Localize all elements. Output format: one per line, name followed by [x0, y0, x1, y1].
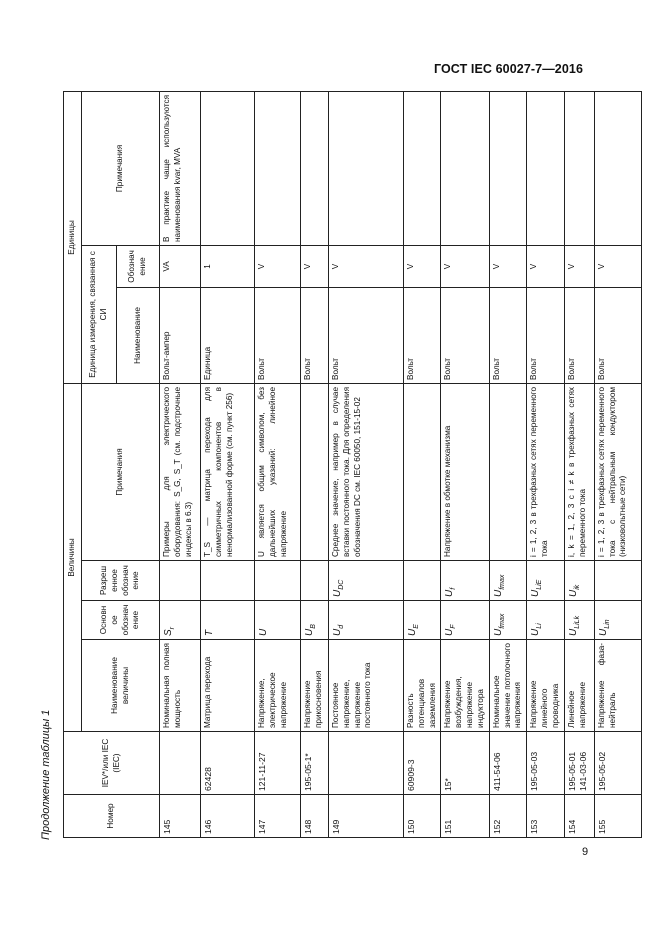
symbol-base: U: [332, 589, 343, 597]
row-iev-reference: 195-05-02: [594, 732, 641, 795]
table-row: [160, 91, 201, 837]
row-unit-symbol: V: [441, 245, 489, 287]
row-unit-symbol: V: [527, 245, 564, 287]
row-quantity-notes: i = 1, 2, 3 в трехфазных сетях переменного тока с нейтральным кондуктором (низковольтные сети): [594, 383, 641, 560]
row-main-symbol: [201, 601, 255, 640]
row-main-symbol: [527, 601, 564, 640]
symbol-subscript: B: [310, 624, 317, 629]
row-main-symbol: [329, 601, 404, 640]
symbol-subscript: Lin: [603, 619, 611, 629]
table-row: [255, 91, 301, 837]
row-iev-reference: 62428: [201, 732, 255, 795]
row-quantity-name: Постоянное напряжение, напряжение постоянного тока: [329, 640, 404, 732]
table-row: [564, 91, 594, 837]
row-reserve-symbol: [489, 561, 526, 601]
row-iev-reference: 121-11-27: [255, 732, 301, 795]
row-unit-notes: [489, 91, 526, 245]
row-unit-name: Вольт: [564, 287, 594, 383]
row-quantity-name: Напряжение фаза-нейтраль: [594, 640, 641, 732]
symbol-base: U: [258, 628, 269, 636]
row-iev-reference: 411-54-06: [489, 732, 526, 795]
row-main-symbol: [404, 601, 441, 640]
symbol-base: U: [407, 628, 418, 636]
row-reserve-symbol: [255, 561, 301, 601]
row-unit-name: Вольт: [404, 287, 441, 383]
header-quantity-name: Наименование величины: [82, 640, 160, 732]
table-row: [594, 91, 641, 837]
row-quantity-name: Номинальное значение потолочного напряжения: [489, 640, 526, 732]
quantities-table: [63, 91, 642, 838]
row-unit-notes: [594, 91, 641, 245]
row-unit-symbol: V: [329, 245, 404, 287]
header-iev: IEV*/или IEC (IEC): [64, 732, 160, 795]
row-quantity-notes: [489, 383, 526, 560]
row-unit-symbol: 1: [201, 245, 255, 287]
row-number: 146: [201, 795, 255, 838]
row-number: 145: [160, 795, 201, 838]
row-unit-notes: [441, 91, 489, 245]
row-quantity-name: Номинальная полная мощность: [160, 640, 201, 732]
header-si-units: Единица измерения, связанная с СИ: [82, 245, 117, 383]
row-reserve-symbol: [441, 561, 489, 601]
row-reserve-symbol: [564, 561, 594, 601]
row-iev-reference: 195-05-01 141-03-06: [564, 732, 594, 795]
header-reserve-symbol: Разрешенное обозначение: [82, 561, 160, 601]
table-row: [301, 91, 329, 837]
row-number: 154: [564, 795, 594, 838]
row-unit-name: Вольт: [301, 287, 329, 383]
row-quantity-notes: [301, 383, 329, 560]
row-unit-name: Вольт: [527, 287, 564, 383]
row-quantity-name: Напряжение линейного проводника: [527, 640, 564, 732]
row-quantity-notes: Среднее значение, например в случае вставки постоянного тока. Для определения обозначения DC см. IEC 60050, 151-15-02: [329, 383, 404, 560]
symbol-subscript: E: [413, 624, 420, 629]
row-iev-reference: [329, 732, 404, 795]
table-header: [64, 91, 160, 837]
symbol-base: U: [444, 628, 456, 636]
row-unit-notes: [301, 91, 329, 245]
row-unit-name: Вольт: [594, 287, 641, 383]
row-unit-symbol: V: [255, 245, 301, 287]
page-number: 9: [582, 846, 589, 858]
symbol-base: U: [597, 628, 609, 636]
row-reserve-symbol: [160, 561, 201, 601]
symbol-subscript: d: [338, 624, 345, 629]
row-unit-notes: [404, 91, 441, 245]
row-quantity-notes: U является общим символом, без дальнейших указаний: линейное напряжение: [255, 383, 301, 560]
header-units: Единицы: [64, 91, 82, 383]
row-quantity-name: Напряжение возбуждения, напряжение индуктора: [441, 640, 489, 732]
row-number: 152: [489, 795, 526, 838]
table-row: [527, 91, 564, 837]
row-main-symbol: [594, 601, 641, 640]
symbol-subscript: r: [169, 626, 176, 630]
symbol-subscript: fmax: [498, 613, 506, 629]
row-unit-name: Вольт: [255, 287, 301, 383]
table-body: [160, 91, 642, 837]
row-quantity-name: Матрица перехода: [201, 640, 255, 732]
symbol-base: U: [567, 628, 579, 636]
row-unit-notes: [329, 91, 404, 245]
row-reserve-symbol: [527, 561, 564, 601]
row-reserve-symbol: [301, 561, 329, 601]
symbol-subscript: ik: [573, 584, 581, 590]
row-unit-symbol: VA: [160, 245, 201, 287]
row-number: 155: [594, 795, 641, 838]
row-reserve-symbol: [404, 561, 441, 601]
table-row: [441, 91, 489, 837]
row-iev-reference: 15*: [441, 732, 489, 795]
row-unit-notes: [255, 91, 301, 245]
row-iev-reference: 195-05-1*: [301, 732, 329, 795]
symbol-base: U: [492, 589, 504, 597]
row-number: 151: [441, 795, 489, 838]
table-row: [329, 91, 404, 837]
table-row: [201, 91, 255, 837]
symbol-base: U: [567, 589, 579, 597]
row-unit-notes: [564, 91, 594, 245]
row-reserve-symbol: [329, 561, 404, 601]
row-quantity-notes: Примеры для электрического оборудования: S_G, S_T (см. подстрочные индексы в 6.3): [160, 383, 201, 560]
row-main-symbol: [301, 601, 329, 640]
symbol-subscript: LiLk: [573, 615, 581, 629]
row-number: 153: [527, 795, 564, 838]
symbol-subscript: F: [450, 624, 458, 629]
symbol-base: U: [530, 628, 542, 636]
row-main-symbol: [564, 601, 594, 640]
symbol-subscript: DC: [338, 579, 345, 590]
row-quantity-notes: Напряжение в обмотке механизма: [441, 383, 489, 560]
row-unit-symbol: V: [564, 245, 594, 287]
row-reserve-symbol: [594, 561, 641, 601]
symbol-subscript: LiE: [536, 579, 544, 590]
row-quantity-name: Разность потенциалов заземления: [404, 640, 441, 732]
header-number: Номер: [64, 795, 160, 838]
header-quantity-notes: Примечания: [82, 383, 160, 560]
row-quantity-name: Напряжение прикосновения: [301, 640, 329, 732]
symbol-base: U: [332, 628, 343, 636]
header-quantities: Величины: [64, 383, 82, 731]
row-unit-notes: [527, 91, 564, 245]
row-unit-name: Вольт: [329, 287, 404, 383]
row-unit-symbol: V: [301, 245, 329, 287]
table-continuation-caption: Продолжение таблицы 1: [40, 709, 52, 840]
row-unit-symbol: V: [404, 245, 441, 287]
symbol-subscript: f: [450, 587, 458, 590]
header-unit-notes: Примечания: [82, 91, 160, 245]
row-number: 147: [255, 795, 301, 838]
row-unit-name: Единица: [201, 287, 255, 383]
row-unit-name: Вольт: [441, 287, 489, 383]
row-main-symbol: [489, 601, 526, 640]
row-quantity-notes: i = 1, 2, 3 в трехфазных сетях переменного тока: [527, 383, 564, 560]
symbol-base: U: [492, 628, 504, 636]
header-main-symbol: Основное обозначение: [82, 601, 160, 640]
row-quantity-notes: T_S — матрица перехода для симметричных компонентов в ненормализованной форме (см. пункт 256): [201, 383, 255, 560]
symbol-base: S: [163, 629, 174, 636]
symbol-base: U: [304, 628, 315, 636]
row-unit-notes: В практике чаще используются наименования kvar, MVA: [160, 91, 201, 245]
row-unit-name: Вольт: [489, 287, 526, 383]
row-unit-symbol: V: [594, 245, 641, 287]
header-unit-symbol: Обозначение: [117, 245, 160, 287]
row-reserve-symbol: [201, 561, 255, 601]
row-iev-reference: [160, 732, 201, 795]
header-unit-name: Наименование: [117, 287, 160, 383]
row-unit-name: Вольт-ампер: [160, 287, 201, 383]
row-quantity-notes: [404, 383, 441, 560]
row-number: 148: [301, 795, 329, 838]
row-main-symbol: [441, 601, 489, 640]
table-row: [489, 91, 526, 837]
row-quantity-notes: i, k = 1, 2, 3 с i ≠ k в трехфазных сетях переменного тока: [564, 383, 594, 560]
row-number: 149: [329, 795, 404, 838]
symbol-base: T: [204, 629, 215, 636]
document-title: ГОСТ IEC 60027-7—2016: [433, 62, 583, 76]
symbol-subscript: fmax: [498, 574, 506, 590]
row-unit-notes: [201, 91, 255, 245]
row-iev-reference: 60909-3: [404, 732, 441, 795]
symbol-subscript: Li: [536, 623, 544, 629]
rotated-table-wrapper: [63, 92, 628, 838]
table-row: [404, 91, 441, 837]
row-quantity-name: Напряжение, электрическое напряжение: [255, 640, 301, 732]
row-unit-symbol: V: [489, 245, 526, 287]
symbol-base: U: [444, 589, 456, 597]
row-number: 150: [404, 795, 441, 838]
row-main-symbol: [160, 601, 201, 640]
symbol-base: U: [530, 589, 542, 597]
row-main-symbol: [255, 601, 301, 640]
row-iev-reference: 195-05-03: [527, 732, 564, 795]
row-quantity-name: Линейное напряжение: [564, 640, 594, 732]
